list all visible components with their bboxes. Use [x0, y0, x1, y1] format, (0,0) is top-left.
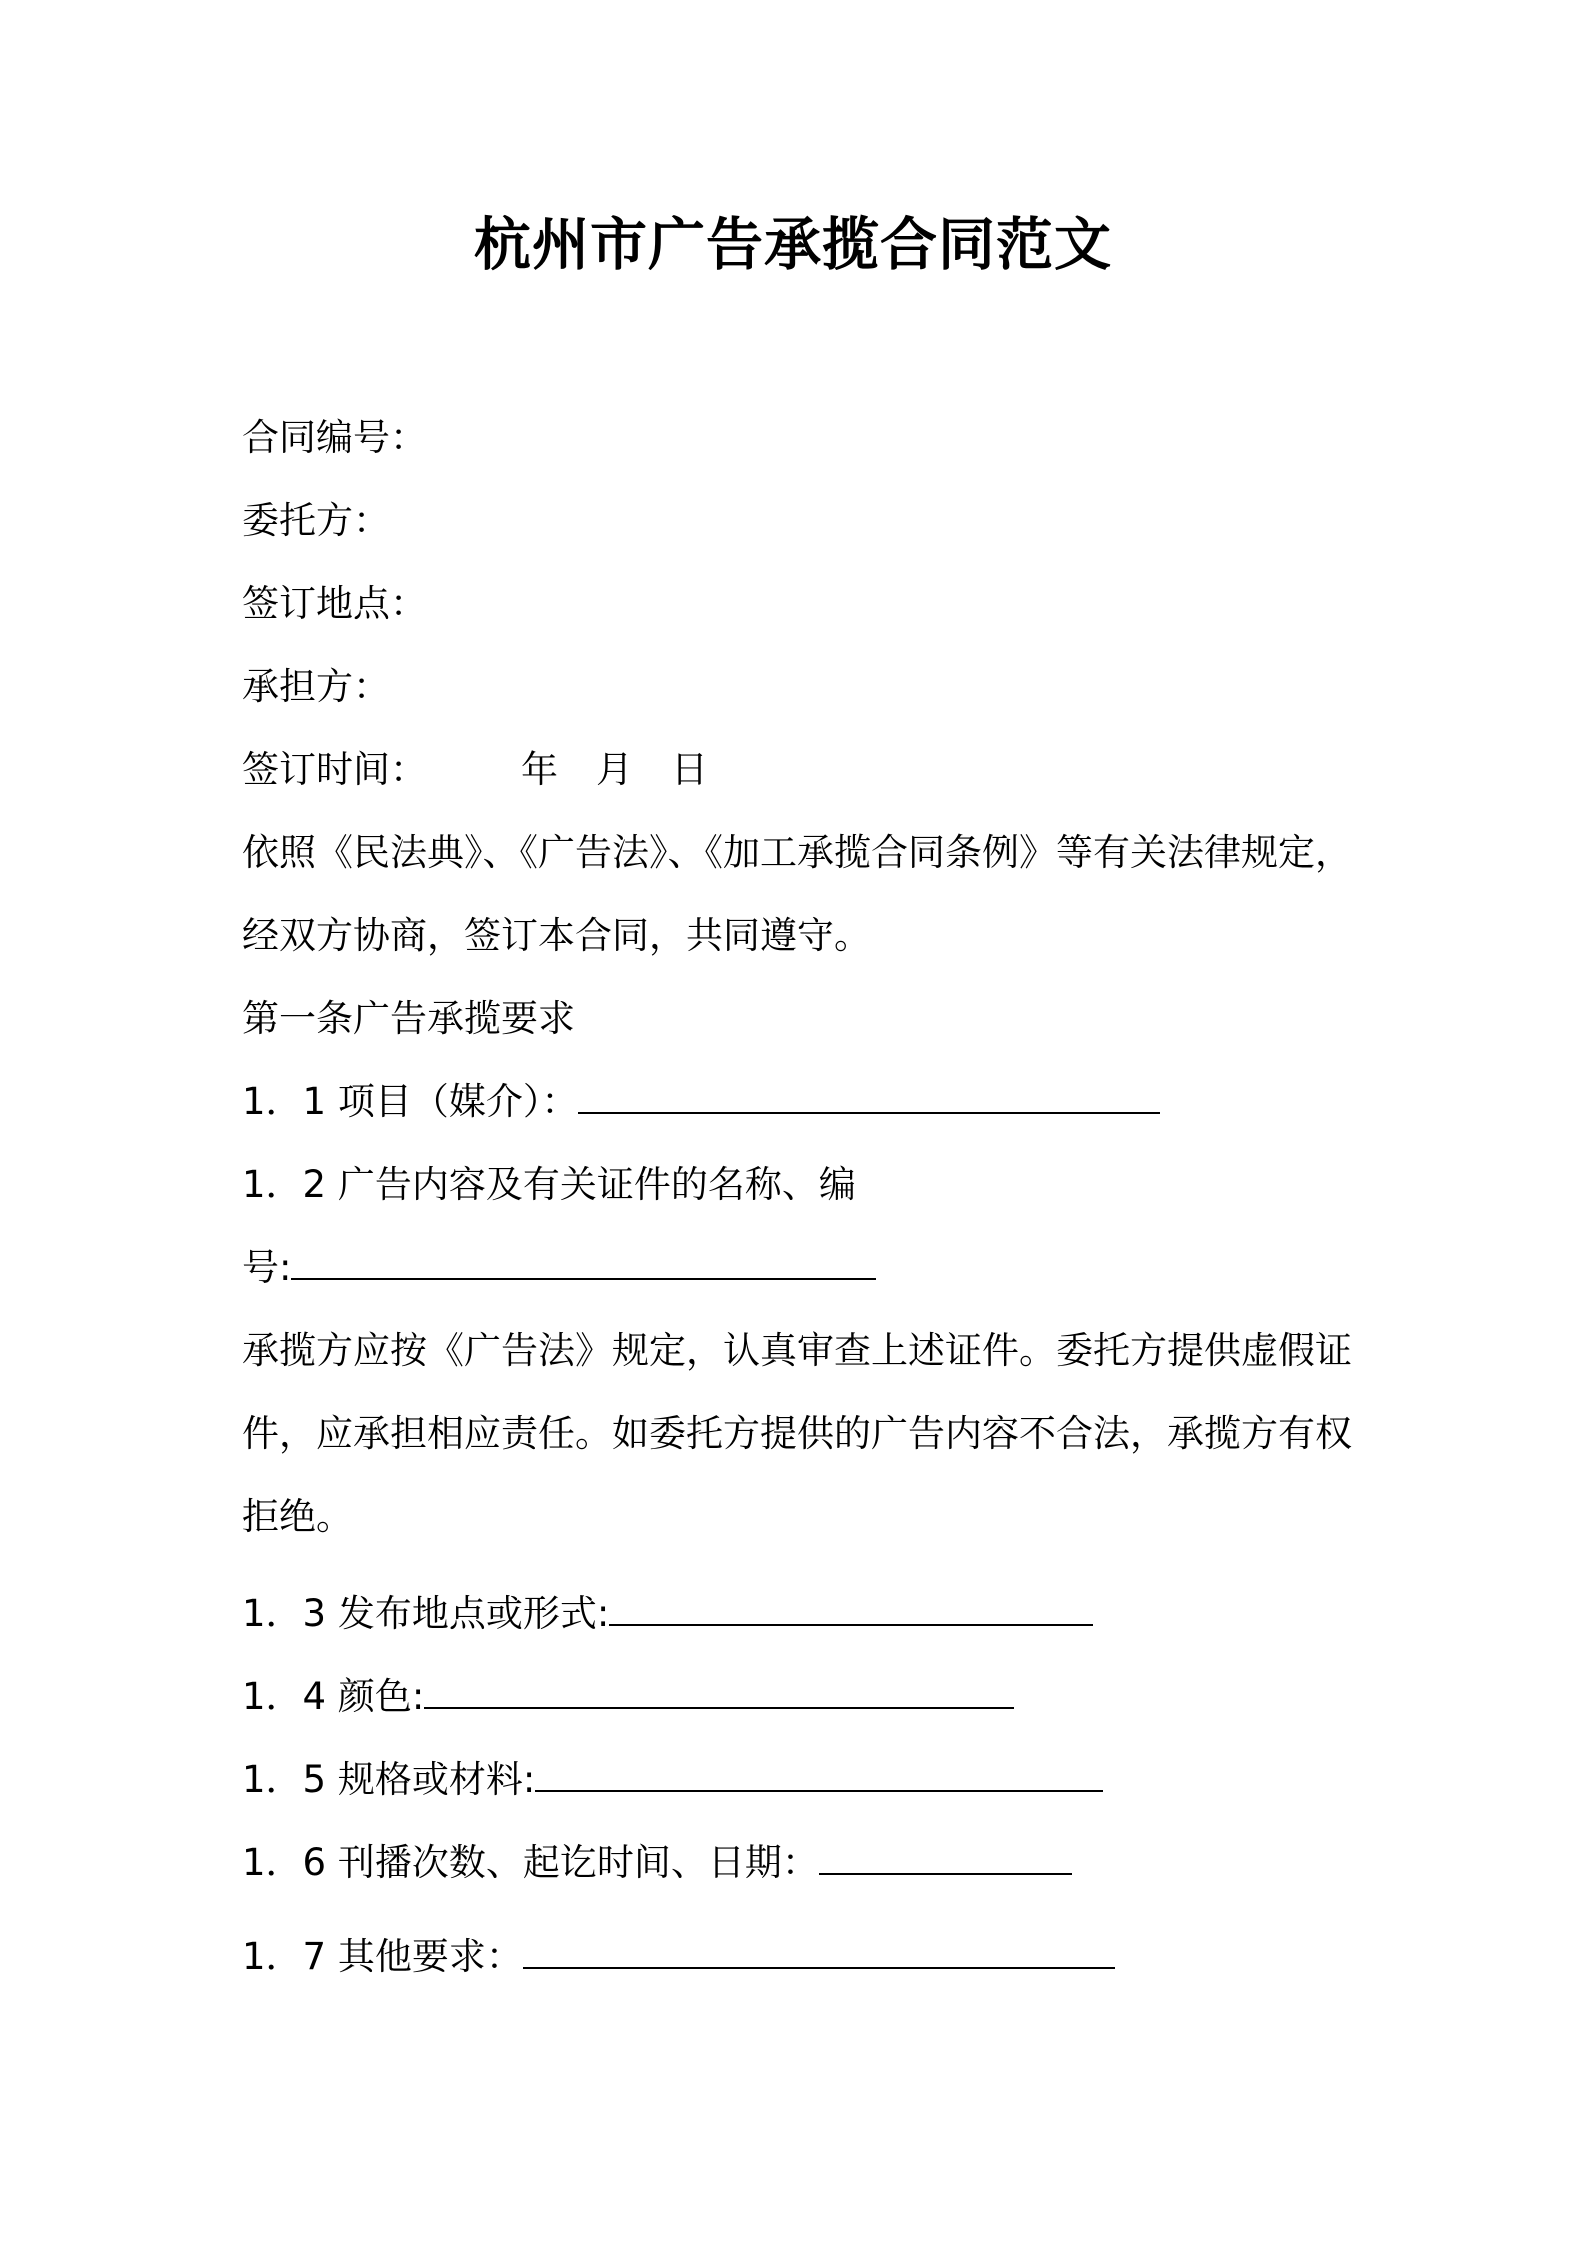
item-1-6-label: 1．6 刊播次数、起讫时间、日期：: [242, 1841, 819, 1884]
item-1-2-line-2: [242, 1242, 1362, 1294]
preamble-line-2: 经双方协商，签订本合同，共同遵守。: [242, 914, 871, 957]
article-1-heading: 第一条广告承揽要求: [242, 997, 575, 1040]
day-label: 日: [671, 748, 708, 791]
item-1-6-blank: [819, 1839, 1072, 1875]
item-1-7: [242, 1931, 1362, 1983]
item-1-7-blank: [523, 1933, 1115, 1969]
document-title: 杭州市广告承揽合同范文: [474, 212, 1112, 278]
review-line-3: 拒绝。: [242, 1495, 353, 1538]
contractor-label: 承担方：: [242, 665, 390, 708]
item-1-5-blank: [535, 1756, 1103, 1792]
item-1-6: [242, 1837, 1362, 1889]
item-1-3-label: 1．3 发布地点或形式:: [242, 1592, 610, 1635]
contract-number-label: 合同编号：: [242, 416, 427, 459]
item-1-3-blank: [609, 1590, 1093, 1626]
item-1-4-label: 1．4 颜色:: [242, 1675, 425, 1718]
month-label: 月: [596, 748, 633, 791]
item-1-3: [242, 1588, 1362, 1640]
item-1-7-label: 1．7 其他要求：: [242, 1935, 523, 1978]
sign-time-label: 签订时间：: [242, 748, 427, 791]
item-1-4-blank: [424, 1673, 1014, 1709]
contractor-field: [242, 661, 1362, 713]
item-1-1-label: 1．1 项目（媒介）：: [242, 1080, 579, 1123]
item-1-5-label: 1．5 规格或材料:: [242, 1758, 536, 1801]
item-1-2-label-cont: 号:: [242, 1246, 292, 1289]
item-1-5: [242, 1754, 1362, 1806]
contract-number-field: [242, 412, 1362, 464]
review-line-2: 件，应承担相应责任。如委托方提供的广告内容不合法，承揽方有权: [242, 1412, 1352, 1455]
client-field: [242, 495, 1362, 547]
client-label: 委托方：: [242, 499, 390, 542]
preamble-line-1: 依照《民法典》、《广告法》、《加工承揽合同条例》等有关法律规定，: [242, 831, 1352, 874]
item-1-2-line-1: 1．2 广告内容及有关证件的名称、编: [242, 1163, 856, 1206]
sign-place-label: 签订地点：: [242, 582, 427, 625]
item-1-1: [242, 1076, 1362, 1128]
item-1-1-blank: [578, 1078, 1160, 1114]
review-line-1: 承揽方应按《广告法》规定，认真审查上述证件。委托方提供虚假证: [242, 1329, 1352, 1372]
year-label: 年: [521, 748, 558, 791]
item-1-4: [242, 1671, 1362, 1723]
sign-place-field: [242, 578, 1362, 630]
sign-time-field: [242, 744, 1362, 796]
item-1-2-blank: [291, 1244, 876, 1280]
